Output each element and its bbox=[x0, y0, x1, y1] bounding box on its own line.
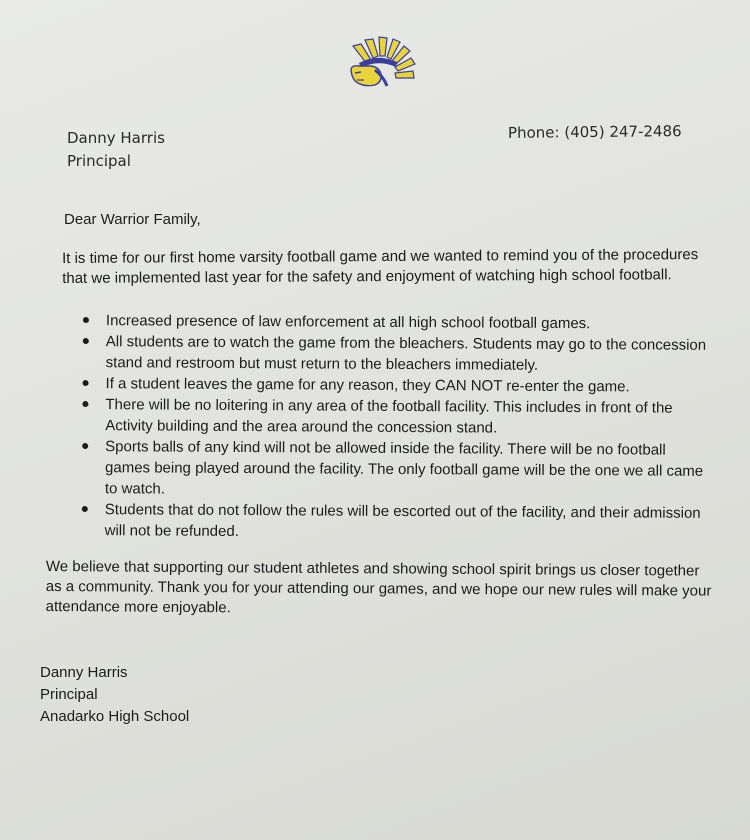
salutation: Dear Warrior Family, bbox=[64, 211, 201, 228]
rule-text: All students are to watch the game from the bleachers. Students may go to the concession stand and restroom but must return to the bleachers immediately. bbox=[105, 333, 707, 374]
signature-block bbox=[40, 662, 189, 728]
sender-name: Danny Harris bbox=[67, 129, 165, 147]
bullet-icon bbox=[83, 317, 89, 323]
bullet-icon bbox=[82, 401, 88, 407]
rule-text: There will be no loitering in any area of the football facility. This includes in front of the Activity building and the area around the concession stand. bbox=[105, 396, 673, 437]
list-item bbox=[77, 394, 707, 440]
list-item bbox=[78, 331, 708, 377]
warrior-face bbox=[351, 66, 381, 86]
list-item bbox=[77, 436, 707, 503]
bullet-icon bbox=[82, 506, 88, 512]
bullet-icon bbox=[83, 380, 89, 386]
phone-number: Phone: (405) 247-2486 bbox=[507, 122, 682, 142]
signature-title: Principal bbox=[40, 686, 98, 703]
rule-text: If a student leaves the game for any reason, they CAN NOT re-enter the game. bbox=[105, 375, 630, 396]
list-item bbox=[77, 499, 707, 545]
bullet-icon bbox=[83, 338, 89, 344]
signature-school: Anadarko High School bbox=[40, 708, 190, 725]
rules-list bbox=[77, 310, 708, 545]
bullet-icon bbox=[82, 443, 88, 449]
warrior-headdress-logo bbox=[345, 36, 421, 88]
sender-title: Principal bbox=[67, 152, 131, 170]
rule-text: Students that do not follow the rules will be escorted out of the facility, and their admission will not be refunded. bbox=[104, 501, 701, 540]
rule-text: Increased presence of law enforcement at all high school football games. bbox=[105, 312, 591, 333]
intro-paragraph: It is time for our first home varsity football game and we wanted to remind you of the procedures that we implemented last year for the safety and enjoyment of watching high school football. bbox=[62, 246, 699, 287]
rule-text: Sports balls of any kind will not be allowed inside the facility. There will be no football games being played around the facility. The only football game will be the one we all came to watch. bbox=[104, 438, 704, 498]
sender-block bbox=[67, 127, 165, 173]
signature-name: Danny Harris bbox=[40, 664, 128, 681]
closing-paragraph: We believe that supporting our student athletes and showing school spirit brings us closer together as a community. Thank you for your attending our games, and we hope our new rules will make your attendance more enjoyable. bbox=[45, 558, 712, 617]
